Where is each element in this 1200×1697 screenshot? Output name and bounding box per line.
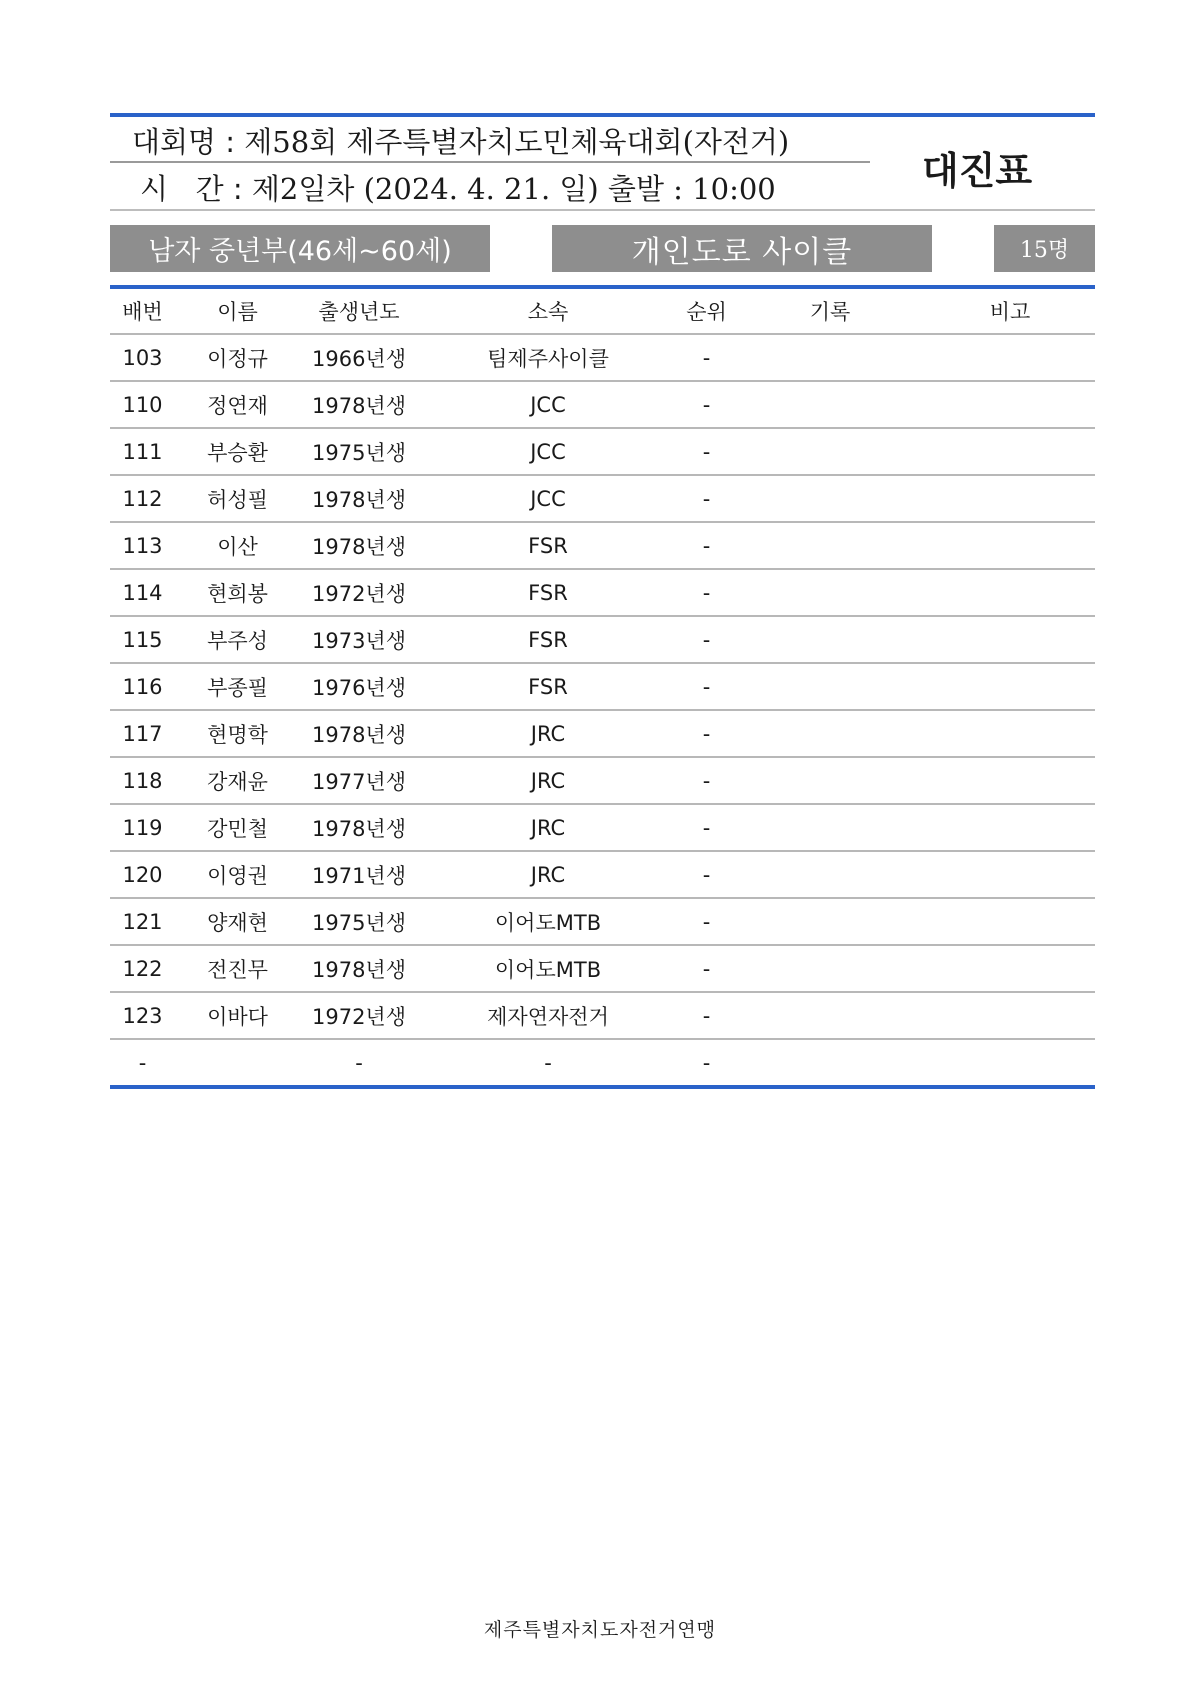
table-row — [110, 945, 1095, 992]
name-cell: 이산 — [175, 522, 300, 569]
birth-year-cell: 1966년생 — [300, 334, 418, 381]
note-cell — [925, 1039, 1095, 1087]
birth-year-cell: 1971년생 — [300, 851, 418, 898]
event-category-tag: 개인도로 사이클 — [552, 225, 932, 272]
column-header-bib: 배번 — [110, 289, 175, 334]
club-cell: 제자연자전거 — [418, 992, 678, 1039]
time-value: 제2일차 (2024. 4. 21. 일) 출발 : 10:00 — [251, 172, 776, 206]
rank-cell: - — [678, 569, 735, 616]
record-cell — [735, 334, 925, 381]
record-cell — [735, 992, 925, 1039]
rank-cell: - — [678, 334, 735, 381]
bib-cell: 112 — [110, 475, 175, 522]
document-kind-title: 대진표 — [922, 149, 1033, 193]
rank-cell: - — [678, 522, 735, 569]
rank-cell: - — [678, 381, 735, 428]
birth-year-cell: - — [300, 1039, 418, 1087]
name-cell: 정연재 — [175, 381, 300, 428]
name-cell: 현명학 — [175, 710, 300, 757]
column-header-note: 비고 — [925, 289, 1095, 334]
name-cell: 이영권 — [175, 851, 300, 898]
rank-cell: - — [678, 1039, 735, 1087]
record-cell — [735, 616, 925, 663]
table-row — [110, 569, 1095, 616]
table-row — [110, 992, 1095, 1039]
bib-cell: 111 — [110, 428, 175, 475]
bib-cell: 123 — [110, 992, 175, 1039]
club-cell: 팀제주사이클 — [418, 334, 678, 381]
birth-year-cell: 1978년생 — [300, 475, 418, 522]
record-cell — [735, 1039, 925, 1087]
note-cell — [925, 569, 1095, 616]
club-cell: JCC — [418, 475, 678, 522]
club-cell: FSR — [418, 522, 678, 569]
note-cell — [925, 992, 1095, 1039]
birth-year-cell: 1978년생 — [300, 522, 418, 569]
record-cell — [735, 475, 925, 522]
note-cell — [925, 804, 1095, 851]
club-cell: - — [418, 1039, 678, 1087]
bib-cell: 117 — [110, 710, 175, 757]
column-header-record: 기록 — [735, 289, 925, 334]
rank-cell: - — [678, 992, 735, 1039]
rank-cell: - — [678, 428, 735, 475]
record-cell — [735, 757, 925, 804]
table-row — [110, 522, 1095, 569]
record-cell — [735, 663, 925, 710]
column-header-rank: 순위 — [678, 289, 735, 334]
bib-cell: 110 — [110, 381, 175, 428]
participant-table — [110, 289, 1095, 1089]
column-header-club: 소속 — [418, 289, 678, 334]
rank-cell: - — [678, 757, 735, 804]
name-cell: 현희봉 — [175, 569, 300, 616]
record-cell — [735, 428, 925, 475]
birth-year-cell: 1972년생 — [300, 569, 418, 616]
name-cell: 이바다 — [175, 992, 300, 1039]
birth-year-cell: 1978년생 — [300, 804, 418, 851]
rank-cell: - — [678, 663, 735, 710]
bib-cell: 121 — [110, 898, 175, 945]
name-cell: 양재현 — [175, 898, 300, 945]
name-cell: 강재윤 — [175, 757, 300, 804]
participant-count-tag: 15명 — [994, 225, 1095, 272]
club-cell: JRC — [418, 851, 678, 898]
name-cell: 부승환 — [175, 428, 300, 475]
header-divider — [110, 161, 870, 163]
note-cell — [925, 522, 1095, 569]
time-label: 시 간 : — [140, 172, 243, 206]
birth-year-cell: 1978년생 — [300, 945, 418, 992]
note-cell — [925, 475, 1095, 522]
column-header-birth-year: 출생년도 — [300, 289, 418, 334]
table-row — [110, 334, 1095, 381]
bib-cell: 120 — [110, 851, 175, 898]
birth-year-cell: 1973년생 — [300, 616, 418, 663]
club-cell: JRC — [418, 804, 678, 851]
note-cell — [925, 757, 1095, 804]
table-row — [110, 428, 1095, 475]
birth-year-cell: 1972년생 — [300, 992, 418, 1039]
name-cell — [175, 1039, 300, 1087]
event-name: 제58회 제주특별자치도민체육대회(자전거) — [244, 125, 790, 159]
name-cell: 전진무 — [175, 945, 300, 992]
bib-cell: 113 — [110, 522, 175, 569]
bib-cell: - — [110, 1039, 175, 1087]
table-row — [110, 475, 1095, 522]
bib-cell: 103 — [110, 334, 175, 381]
club-cell: 이어도MTB — [418, 945, 678, 992]
table-row — [110, 851, 1095, 898]
table-row — [110, 381, 1095, 428]
name-cell: 강민철 — [175, 804, 300, 851]
name-cell: 허성필 — [175, 475, 300, 522]
note-cell — [925, 851, 1095, 898]
note-cell — [925, 945, 1095, 992]
record-cell — [735, 569, 925, 616]
header-bottom-rule — [110, 209, 1095, 211]
birth-year-cell: 1978년생 — [300, 710, 418, 757]
column-header-name: 이름 — [175, 289, 300, 334]
table-row — [110, 898, 1095, 945]
schedule-line — [140, 167, 776, 208]
event-title-line — [132, 120, 789, 161]
note-cell — [925, 381, 1095, 428]
table-row — [110, 710, 1095, 757]
footer-organization: 제주특별자치도자전거연맹 — [483, 1619, 717, 1641]
rank-cell: - — [678, 616, 735, 663]
birth-year-cell: 1975년생 — [300, 898, 418, 945]
record-cell — [735, 804, 925, 851]
club-cell: JCC — [418, 381, 678, 428]
table-row — [110, 757, 1095, 804]
name-cell: 부주성 — [175, 616, 300, 663]
birth-year-cell: 1975년생 — [300, 428, 418, 475]
bib-cell: 119 — [110, 804, 175, 851]
birth-year-cell: 1978년생 — [300, 381, 418, 428]
table-row — [110, 663, 1095, 710]
note-cell — [925, 898, 1095, 945]
birth-year-cell: 1977년생 — [300, 757, 418, 804]
rank-cell: - — [678, 898, 735, 945]
note-cell — [925, 663, 1095, 710]
record-cell — [735, 522, 925, 569]
note-cell — [925, 428, 1095, 475]
rank-cell: - — [678, 851, 735, 898]
bib-cell: 118 — [110, 757, 175, 804]
table-row — [110, 616, 1095, 663]
rank-cell: - — [678, 710, 735, 757]
record-cell — [735, 851, 925, 898]
club-cell: FSR — [418, 663, 678, 710]
table-body — [110, 334, 1095, 1087]
table-row — [110, 1039, 1095, 1087]
record-cell — [735, 381, 925, 428]
club-cell: JCC — [418, 428, 678, 475]
club-cell: JRC — [418, 757, 678, 804]
table-header-row — [110, 289, 1095, 334]
name-cell: 부종필 — [175, 663, 300, 710]
header-top-rule — [110, 113, 1095, 117]
note-cell — [925, 334, 1095, 381]
bib-cell: 115 — [110, 616, 175, 663]
bib-cell: 122 — [110, 945, 175, 992]
record-cell — [735, 710, 925, 757]
club-cell: JRC — [418, 710, 678, 757]
club-cell: FSR — [418, 569, 678, 616]
rank-cell: - — [678, 804, 735, 851]
club-cell: 이어도MTB — [418, 898, 678, 945]
bib-cell: 116 — [110, 663, 175, 710]
record-cell — [735, 898, 925, 945]
bib-cell: 114 — [110, 569, 175, 616]
rank-cell: - — [678, 945, 735, 992]
note-cell — [925, 710, 1095, 757]
division-tag: 남자 중년부(46세~60세) — [110, 225, 490, 272]
record-cell — [735, 945, 925, 992]
table-row — [110, 804, 1095, 851]
note-cell — [925, 616, 1095, 663]
event-label: 대회명 : — [132, 125, 236, 159]
name-cell: 이정규 — [175, 334, 300, 381]
birth-year-cell: 1976년생 — [300, 663, 418, 710]
rank-cell: - — [678, 475, 735, 522]
club-cell: FSR — [418, 616, 678, 663]
